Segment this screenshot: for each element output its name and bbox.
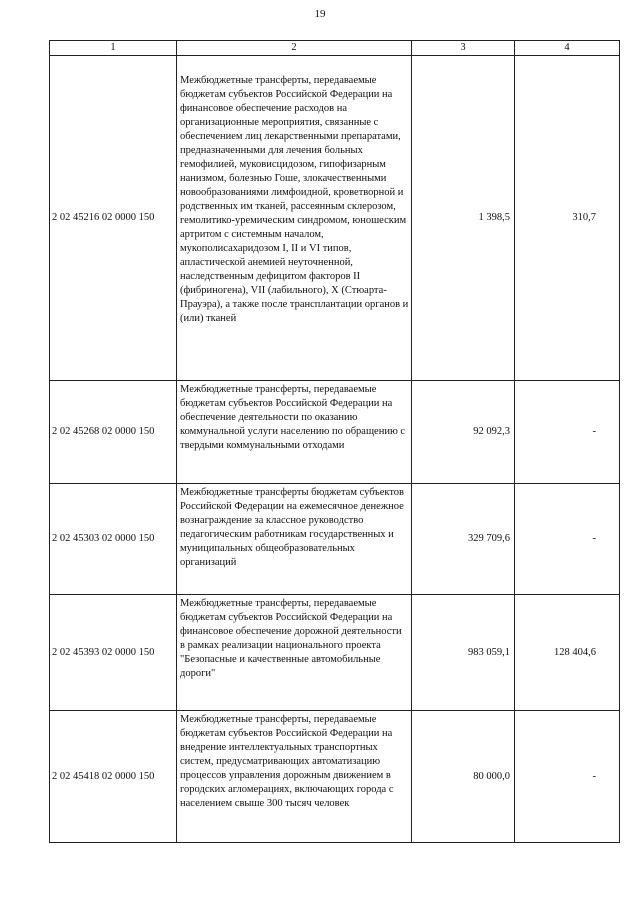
column-header-4: 4 xyxy=(515,41,620,56)
table-row xyxy=(50,595,620,711)
amount-col4: 128 404,6 xyxy=(515,595,620,711)
transfer-description: Межбюджетные трансферты, передаваемые бюджетам субъектов Российской Федерации на финансовое обеспечение расходов на организационные мероприятия, связанные с обеспечением лиц лекарственными препаратами, предназначенными для лечения больных гемофилией, муковисцидозом, гипофизарным нанизмом, болезнью Гоше, злокачественными новообразованиями лимфоидной, кроветворной и родственных им тканей, рассеянным склерозом, гемолитико-уремическим синдромом, юношеским артритом с системным началом, мукополисахаридозом I, II и VI типов, апластической анемией неуточненной, наследственным дефицитом факторов II (фибриногена), VII (лабильного), X (Стюарта-Прауэра), а также после трансплантации органов и (или) тканей xyxy=(177,56,412,381)
amount-col3: 1 398,5 xyxy=(412,56,515,381)
budget-code: 2 02 45303 02 0000 150 xyxy=(50,484,177,595)
table-row xyxy=(50,711,620,843)
page-number: 19 xyxy=(314,8,326,20)
amount-col3: 80 000,0 xyxy=(412,711,515,843)
amount-col3: 329 709,6 xyxy=(412,484,515,595)
budget-code: 2 02 45216 02 0000 150 xyxy=(50,56,177,381)
column-header-1: 1 xyxy=(50,41,177,56)
column-header-2: 2 xyxy=(177,41,412,56)
budget-code: 2 02 45418 02 0000 150 xyxy=(50,711,177,843)
amount-col4: - xyxy=(515,711,620,843)
budget-table xyxy=(49,40,620,843)
column-header-3: 3 xyxy=(412,41,515,56)
amount-col3: 92 092,3 xyxy=(412,381,515,484)
table-row xyxy=(50,484,620,595)
amount-col4: - xyxy=(515,484,620,595)
amount-col3: 983 059,1 xyxy=(412,595,515,711)
table-row xyxy=(50,381,620,484)
amount-col4: 310,7 xyxy=(515,56,620,381)
transfer-description: Межбюджетные трансферты бюджетам субъектов Российской Федерации на ежемесячное денежное вознаграждение за классное руководство педагогическим работникам государственных и муниципальных общеобразовательных организаций xyxy=(177,484,412,595)
budget-code: 2 02 45393 02 0000 150 xyxy=(50,595,177,711)
table-row xyxy=(50,56,620,381)
transfer-description: Межбюджетные трансферты, передаваемые бюджетам субъектов Российской Федерации на обеспечение деятельности по оказанию коммунальной услуги населению по обращению с твердыми коммунальными отходами xyxy=(177,381,412,484)
budget-code: 2 02 45268 02 0000 150 xyxy=(50,381,177,484)
transfer-description: Межбюджетные трансферты, передаваемые бюджетам субъектов Российской Федерации на финансовое обеспечение дорожной деятельности в рамках реализации национального проекта "Безопасные и качественные автомобильные дороги" xyxy=(177,595,412,711)
table-header-row xyxy=(50,41,620,56)
transfer-description: Межбюджетные трансферты, передаваемые бюджетам субъектов Российской Федерации на внедрение интеллектуальных транспортных систем, предусматривающих автоматизацию процессов управления дорожным движением в городских агломерациях, включающих города с населением свыше 300 тысяч человек xyxy=(177,711,412,843)
amount-col4: - xyxy=(515,381,620,484)
